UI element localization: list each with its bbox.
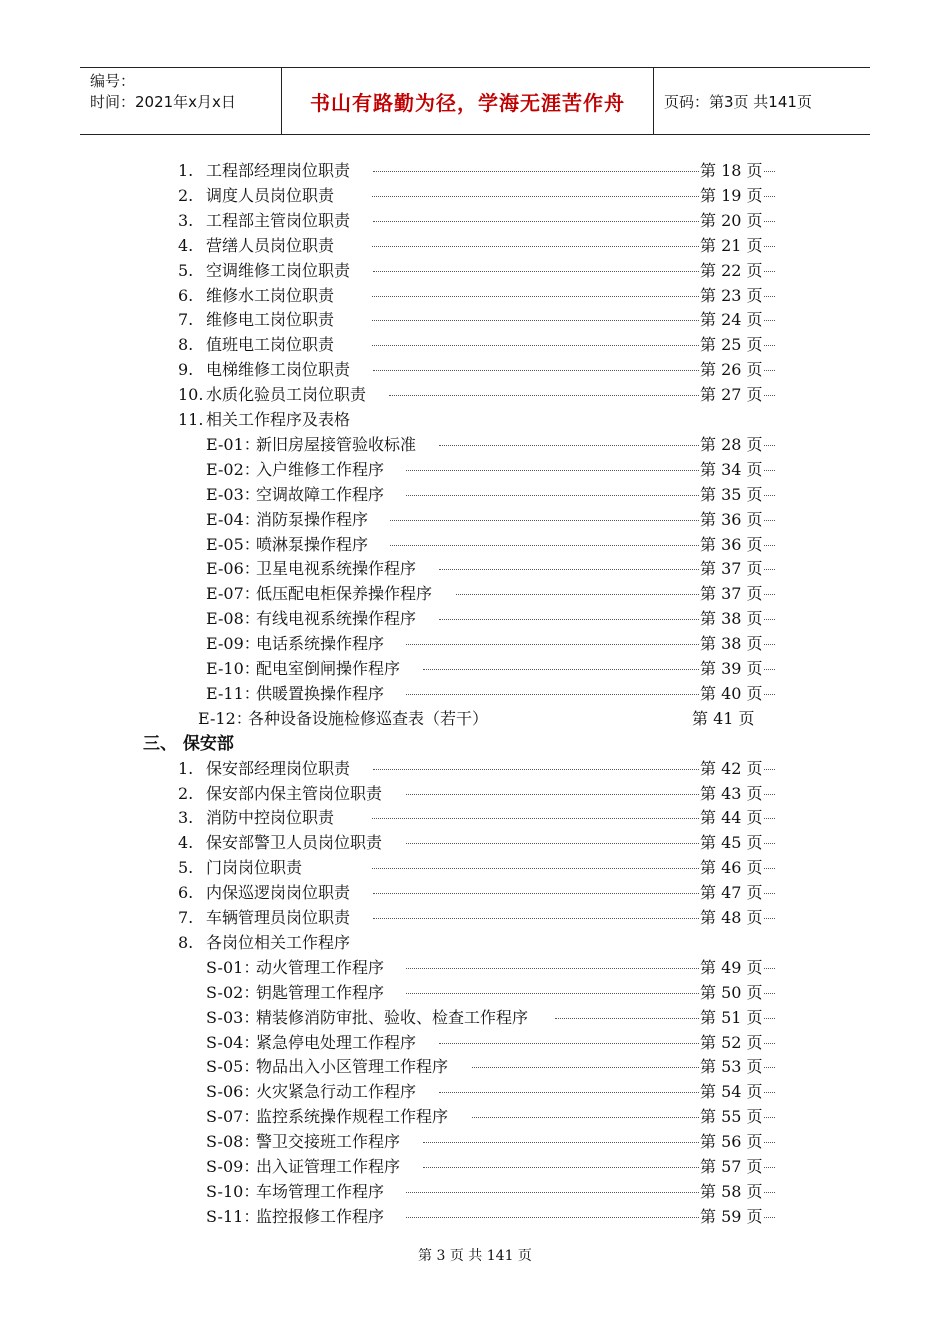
toc-entry[interactable] (0, 582, 950, 606)
toc-entry[interactable] (0, 981, 950, 1005)
toc-entry[interactable] (0, 856, 950, 880)
toc-entry[interactable] (0, 1155, 950, 1179)
toc-entry-page: 第 58 页 (700, 1180, 763, 1204)
toc-entry-code: E-08： (206, 609, 260, 629)
toc-entry-title: 保安部警卫人员岗位职责 (206, 833, 383, 853)
toc-entry-code: E-01： (206, 434, 260, 454)
toc-entry-title: 警卫交接班工作程序 (256, 1132, 401, 1152)
toc-entry[interactable] (0, 533, 950, 557)
toc-entry-page: 第 34 页 (700, 458, 763, 482)
toc-entry-page: 第 22 页 (700, 259, 763, 283)
toc-entry-page: 第 57 页 (700, 1155, 763, 1179)
toc-entry-page: 第 48 页 (700, 906, 763, 930)
toc-entry-page: 第 19 页 (700, 184, 763, 208)
toc-entry-number: 9. (178, 360, 194, 380)
header-motto: 书山有路勤为径，学海无涯苦作舟 (282, 68, 654, 134)
toc-entry[interactable] (0, 831, 950, 855)
toc-entry[interactable] (0, 1180, 950, 1204)
toc-entry-page: 第 47 页 (700, 881, 763, 905)
toc-entry-title: 新旧房屋接管验收标准 (256, 434, 417, 454)
toc-entry[interactable] (0, 657, 950, 681)
toc-entry-title: 车辆管理员岗位职责 (206, 908, 351, 927)
toc-entry-page: 第 42 页 (700, 757, 763, 781)
toc-entry-number: 2. (178, 185, 194, 205)
toc-entry[interactable] (0, 433, 950, 457)
toc-entry-title: 喷淋泵操作程序 (256, 534, 369, 554)
toc-entry-page: 第 55 页 (700, 1105, 763, 1129)
toc-entry-title: 保安部经理岗位职责 (206, 758, 351, 778)
toc-entry-page: 第 41 页 (692, 707, 755, 731)
toc-entry[interactable] (0, 209, 950, 233)
toc-entry[interactable] (0, 159, 950, 183)
toc-entry-page: 第 51 页 (700, 1006, 763, 1030)
toc-entry-page: 第 45 页 (700, 831, 763, 855)
toc-entry-code: S-10： (206, 1181, 260, 1201)
toc-entry-page: 第 35 页 (700, 483, 763, 507)
toc-entry-code: E-09： (206, 634, 260, 654)
toc-entry-page: 第 54 页 (700, 1080, 763, 1104)
toc-entry[interactable] (0, 1105, 950, 1129)
toc-entry-page: 第 36 页 (700, 533, 763, 557)
toc-entry-title: 工程部主管岗位职责 (206, 210, 351, 230)
toc-entry-code: E-10： (206, 659, 260, 678)
toc-entry[interactable] (0, 1055, 950, 1079)
toc-entry-number: 1. (178, 161, 194, 180)
toc-entry[interactable] (0, 956, 950, 980)
toc-entry-number: 11. (178, 410, 204, 429)
toc-entry[interactable] (0, 931, 950, 955)
toc-entry-page: 第 21 页 (700, 234, 763, 258)
toc-entry[interactable] (0, 1006, 950, 1030)
toc-entry-number: 4. (178, 235, 194, 255)
toc-entry[interactable] (0, 707, 950, 731)
toc-entry-page: 第 56 页 (700, 1130, 763, 1154)
toc-entry-page: 第 23 页 (700, 284, 763, 308)
toc-entry-code: S-09： (206, 1157, 260, 1176)
toc-entry[interactable] (0, 358, 950, 382)
toc-entry[interactable] (0, 906, 950, 930)
toc-entry-page: 第 37 页 (700, 582, 763, 606)
toc-entry-title: 保安部内保主管岗位职责 (206, 783, 383, 803)
toc-entry[interactable] (0, 607, 950, 631)
toc-entry-number: 8. (178, 932, 194, 952)
toc-entry[interactable] (0, 483, 950, 507)
toc-entry[interactable] (0, 508, 950, 532)
toc-entry[interactable] (0, 308, 950, 332)
toc-entry[interactable] (0, 383, 950, 407)
toc-entry-page: 第 37 页 (700, 557, 763, 581)
toc-entry[interactable] (0, 682, 950, 706)
toc-entry-code: E-12： (198, 708, 252, 728)
toc-entry[interactable] (0, 1080, 950, 1104)
toc-entry-title: 消防中控岗位职责 (206, 808, 335, 828)
page-footer: 第 3 页 共 141 页 (418, 1248, 532, 1264)
toc-entry-title: 调度人员岗位职责 (206, 185, 335, 205)
toc-entry[interactable] (0, 458, 950, 482)
toc-entry[interactable] (0, 782, 950, 806)
toc-entry-title: 火灾紧急行动工作程序 (256, 1082, 417, 1102)
toc-entry-number: 3. (178, 808, 194, 828)
toc-entry-number: 7. (178, 310, 194, 330)
toc-entry-number: 5. (178, 260, 194, 280)
toc-entry-code: S-05： (206, 1057, 260, 1077)
toc-entry-code: E-11： (206, 683, 260, 703)
toc-entry-title: 消防泵操作程序 (256, 509, 369, 529)
toc-entry-page: 第 39 页 (700, 657, 763, 681)
toc-entry-page: 第 40 页 (700, 682, 763, 706)
document-time-label: 时间：2021年x月x日 (90, 93, 236, 111)
toc-entry-page: 第 25 页 (700, 333, 763, 357)
toc-entry-code: S-08： (206, 1132, 260, 1152)
toc-entry-page: 第 24 页 (700, 308, 763, 332)
toc-entry-page: 第 49 页 (700, 956, 763, 980)
toc-entry-title: 相关工作程序及表格 (206, 410, 351, 429)
toc-entry-code: S-01： (206, 957, 260, 977)
toc-entry-title: 监控系统操作规程工作程序 (256, 1107, 449, 1127)
toc-entry[interactable] (0, 1205, 950, 1229)
toc-entry-page: 第 27 页 (700, 383, 763, 407)
toc-entry-title: 空调维修工岗位职责 (206, 260, 351, 280)
toc-entry-title: 车场管理工作程序 (256, 1181, 385, 1201)
toc-entry-title: 维修电工岗位职责 (206, 310, 335, 330)
toc-entry-page: 第 44 页 (700, 806, 763, 830)
toc-entry[interactable] (0, 333, 950, 357)
document-number-label: 编号： (90, 72, 136, 90)
page-header (80, 67, 870, 135)
toc-entry-title: 各岗位相关工作程序 (206, 932, 351, 952)
toc-entry-page: 第 28 页 (700, 433, 763, 457)
toc-entry-page: 第 26 页 (700, 358, 763, 382)
toc-entry-title: 供暖置换操作程序 (256, 683, 385, 703)
toc-entry-title: 维修水工岗位职责 (206, 285, 335, 305)
toc-entry-page: 第 59 页 (700, 1205, 763, 1229)
toc-entry-number: 1. (178, 758, 194, 778)
toc-entry-code: S-02： (206, 982, 260, 1002)
toc-entry-number: 7. (178, 908, 194, 927)
toc-entry-title: 内保巡逻岗岗位职责 (206, 883, 351, 903)
toc-entry-title: 营缮人员岗位职责 (206, 235, 335, 255)
section-heading-security: 三、 保安部 (143, 733, 234, 754)
header-page-label: 页码：第3页 共141页 (664, 92, 812, 111)
toc-entry[interactable] (0, 557, 950, 581)
toc-entry-number: 10. (178, 385, 204, 405)
toc-entry-title: 入户维修工作程序 (256, 459, 385, 479)
toc-entry-title: 监控报修工作程序 (256, 1206, 385, 1226)
toc-entry-title: 卫星电视系统操作程序 (256, 559, 417, 579)
toc-entry-title: 紧急停电处理工作程序 (256, 1032, 417, 1052)
toc-entry[interactable] (0, 806, 950, 830)
toc-entry-page: 第 53 页 (700, 1055, 763, 1079)
toc-entry-title: 各种设备设施检修巡查表（若干） (248, 708, 489, 728)
toc-entry-page: 第 36 页 (700, 508, 763, 532)
toc-entry-title: 电梯维修工岗位职责 (206, 360, 351, 380)
toc-entry-code: E-02： (206, 459, 260, 479)
toc-entry-number: 2. (178, 783, 194, 803)
toc-entry-title: 出入证管理工作程序 (256, 1157, 401, 1176)
toc-entry-title: 钥匙管理工作程序 (256, 982, 385, 1002)
toc-entry-page: 第 38 页 (700, 607, 763, 631)
toc-entry-number: 4. (178, 833, 194, 853)
toc-entry-code: S-06： (206, 1082, 260, 1102)
toc-entry-number: 8. (178, 335, 194, 355)
toc-entry-title: 低压配电柜保养操作程序 (256, 584, 433, 604)
toc-entry-page: 第 43 页 (700, 782, 763, 806)
toc-entry-title: 门岗岗位职责 (206, 858, 303, 878)
toc-entry-number: 6. (178, 285, 194, 305)
toc-entry-title: 电话系统操作程序 (256, 634, 385, 654)
toc-entry-page: 第 46 页 (700, 856, 763, 880)
toc-entry[interactable] (0, 1031, 950, 1055)
toc-entry[interactable] (0, 284, 950, 308)
toc-entry[interactable] (0, 259, 950, 283)
toc-entry[interactable] (0, 757, 950, 781)
toc-entry-number: 5. (178, 858, 194, 878)
toc-entry-title: 空调故障工作程序 (256, 484, 385, 504)
toc-entry-code: S-07： (206, 1107, 260, 1127)
toc-entry[interactable] (0, 408, 950, 432)
toc-entry-title: 动火管理工作程序 (256, 957, 385, 977)
toc-entry-page: 第 18 页 (700, 159, 763, 183)
toc-entry-title: 物品出入小区管理工作程序 (256, 1057, 449, 1077)
toc-entry-code: E-04： (206, 509, 260, 529)
toc-entry-title: 精装修消防审批、验收、检查工作程序 (256, 1007, 529, 1027)
toc-entry-code: S-11： (206, 1206, 260, 1226)
toc-entry-page: 第 52 页 (700, 1031, 763, 1055)
toc-entry-title: 值班电工岗位职责 (206, 335, 335, 355)
toc-entry[interactable] (0, 184, 950, 208)
toc-entry-number: 3. (178, 210, 194, 230)
toc-entry[interactable] (0, 881, 950, 905)
header-meta (80, 68, 282, 134)
toc-entry-title: 水质化验员工岗位职责 (206, 385, 367, 405)
toc-entry-number: 6. (178, 883, 194, 903)
toc-entry-code: E-05： (206, 534, 260, 554)
toc-entry-page: 第 50 页 (700, 981, 763, 1005)
toc-entry-code: E-07： (206, 584, 260, 604)
toc-entry-title: 有线电视系统操作程序 (256, 609, 417, 629)
toc-entry-title: 配电室倒闸操作程序 (256, 659, 401, 678)
toc-entry-page: 第 38 页 (700, 632, 763, 656)
toc-entry[interactable] (0, 1130, 950, 1154)
toc-entry-code: S-03： (206, 1007, 260, 1027)
toc-entry-page: 第 20 页 (700, 209, 763, 233)
toc-entry-code: E-06： (206, 559, 260, 579)
toc-entry-title: 工程部经理岗位职责 (206, 161, 351, 180)
toc-entry[interactable] (0, 234, 950, 258)
toc-entry-code: E-03： (206, 484, 260, 504)
toc-entry-code: S-04： (206, 1032, 260, 1052)
toc-entry[interactable] (0, 632, 950, 656)
